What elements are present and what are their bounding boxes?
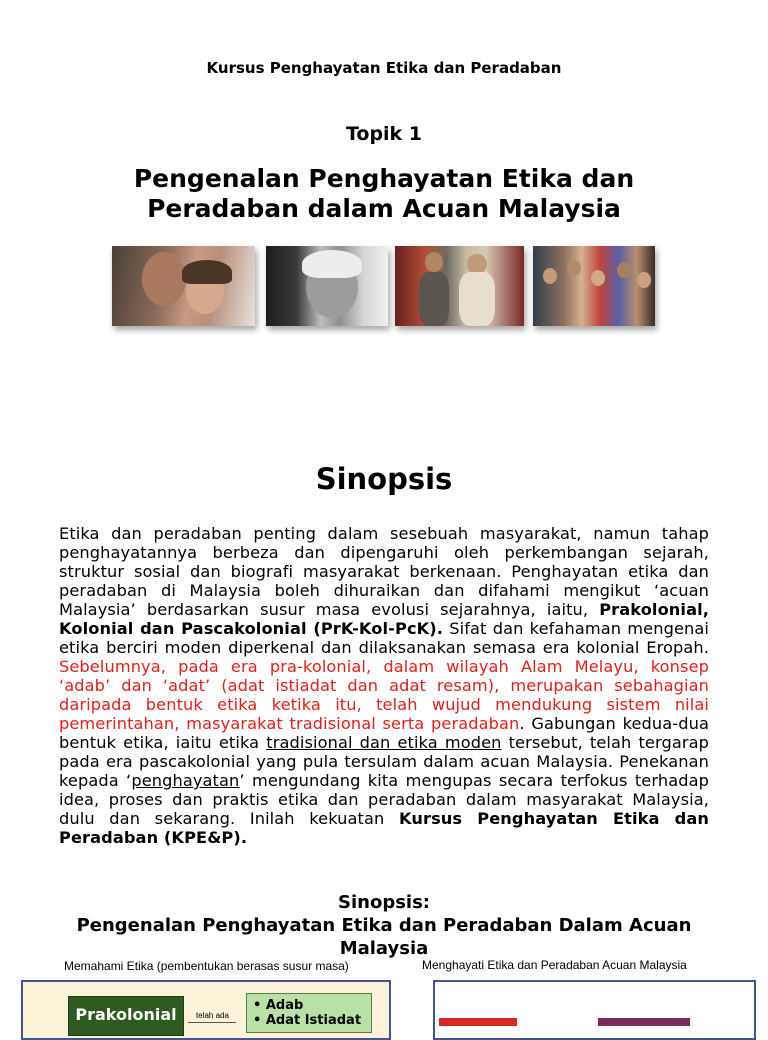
synopsis-paragraph [59, 524, 709, 847]
connector-label: telah ada [196, 1011, 229, 1020]
red-bar [439, 1018, 517, 1026]
photo-elderly-couple [112, 246, 255, 326]
photo-elderly-woman [266, 246, 388, 326]
bullet-item: • Adat Istiadat [253, 1013, 362, 1028]
photo-strip [112, 246, 656, 328]
diagram-heading [40, 891, 728, 960]
photo-crowd-waving [533, 246, 655, 326]
right-diagram-panel [433, 980, 756, 1040]
diagram-heading-line2: Pengenalan Penghayatan Etika dan Peradaban Dalam Acuan Malaysia [76, 915, 692, 959]
era-box-prakolonial: Prakolonial [68, 996, 184, 1036]
synopsis-text: Sifat dan kefahaman mengenai etika berciri moden diperkenal dan dilaksanakan semasa era kolonial Eropah. [59, 619, 709, 657]
synopsis-heading: Sinopsis [315, 462, 453, 496]
bullet-box [246, 993, 372, 1033]
topic-title: Pengenalan Penghayatan Etika dan Peradaban dalam Acuan Malaysia [133, 164, 635, 223]
synopsis-bold-course: Kursus Penghayatan Etika dan Peradaban (KPE&P). [59, 809, 709, 847]
photo-handshake [395, 246, 524, 326]
synopsis-bold-eras: Prakolonial, Kolonial dan Pascakolonial (PrK-Kol-PcK). [59, 600, 709, 638]
purple-bar [598, 1018, 690, 1026]
synopsis-text: tersebut, telah tergarap pada era pascakolonial yang pula tersulam dalam acuan Malaysia. Penekanan kepada ‘ [59, 733, 709, 790]
bullet-item: • Adab [253, 998, 304, 1013]
course-title: Kursus Penghayatan Etika dan Peradaban [206, 59, 562, 77]
synopsis-text: Etika dan peradaban penting dalam sesebuah masyarakat, namun tahap penghayatannya berbeza dan dipengaruhi oleh perkembangan sejarah, struktur sosial dan biografi masyarakat berkenaan. Penghayatan etika dan peradaban di Malaysia boleh dihuraikan dan difahami mengikut ‘acuan Malaysia’ berdasarkan susur masa evolusi sejarahnya, iaitu, [59, 524, 709, 619]
synopsis-text: ’ mengundang kita mengupas secara terfokus terhadap idea, proses dan praktis etika dan peradaban dalam masyarakat Malaysia, dulu dan sekarang. Inilah kekuatan [59, 771, 709, 828]
synopsis-red-highlight: Sebelumnya, pada era pra-kolonial, dalam wilayah Alam Melayu, konsep ‘adab’ dan ‘adat’ (adat istiadat dan adat resam), merupakan sebahagian daripada bentuk etika ketika itu, telah wujud mendukung sistem nilai pemerintahan, masyarakat tradisional serta peradaban [59, 657, 709, 733]
synopsis-underline-penghayatan: penghayatan [131, 771, 240, 790]
synopsis-underline-etika: tradisional dan etika moden [266, 733, 502, 752]
left-panel-caption: Memahami Etika (pembentukan berasas susur masa) [64, 959, 349, 973]
diagram-heading-line1: Sinopsis: [338, 892, 430, 913]
topic-number: Topik 1 [345, 123, 423, 145]
right-panel-caption: Menghayati Etika dan Peradaban Acuan Malaysia [422, 958, 687, 972]
synopsis-text: . Gabungan kedua-dua bentuk etika, iaitu etika [59, 714, 709, 752]
connector-arrow [188, 1022, 236, 1023]
